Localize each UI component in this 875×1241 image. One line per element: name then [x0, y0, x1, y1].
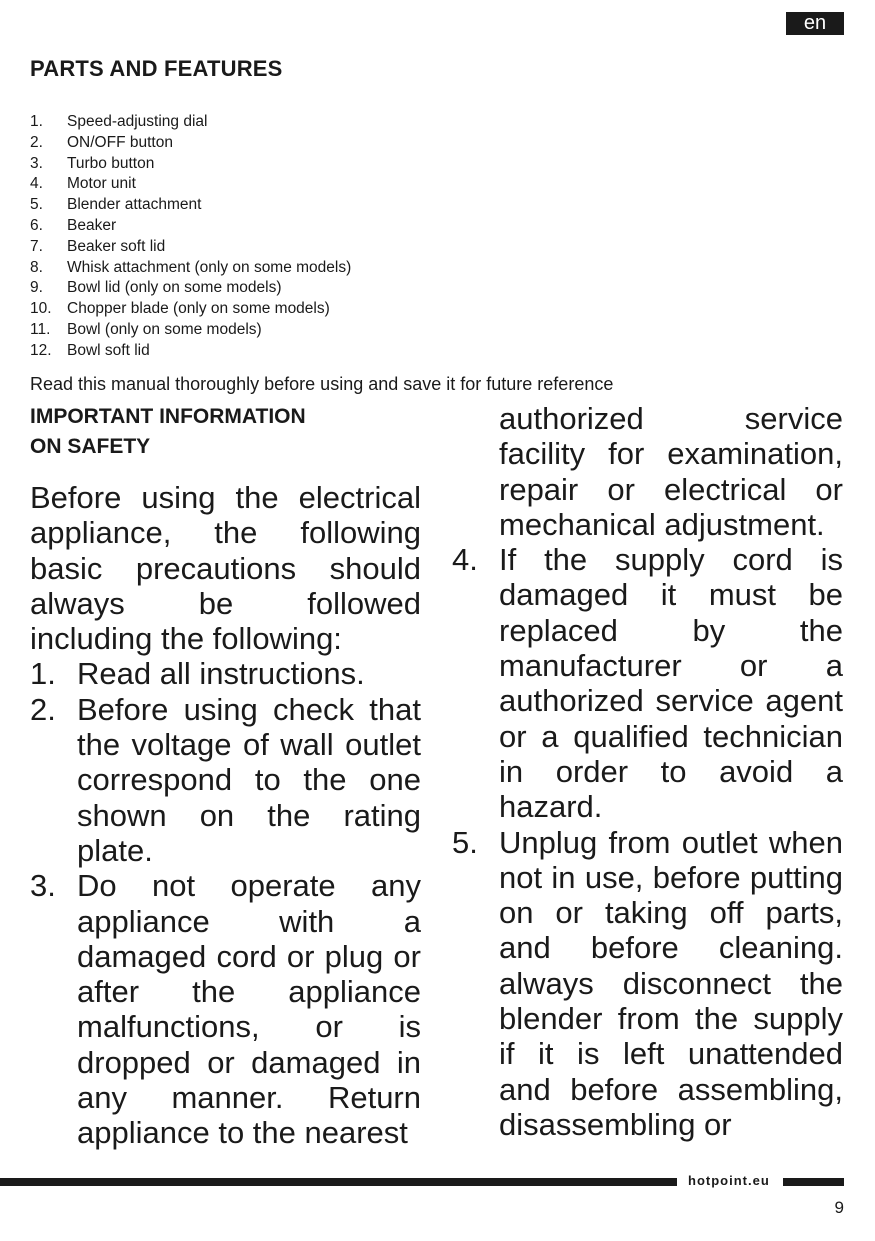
- safety-column-right: [452, 401, 843, 1142]
- page-number: 9: [834, 1198, 844, 1217]
- list-item-label: ON/OFF button: [67, 133, 173, 151]
- list-item-label: Beaker: [67, 216, 117, 234]
- brand-url: hotpoint.eu: [688, 1173, 770, 1188]
- footer-divider-right: [783, 1178, 844, 1186]
- safety-item-number: 2.: [30, 691, 56, 727]
- section-title-parts: PARTS AND FEATURES: [30, 56, 283, 81]
- list-item-label: Speed-adjusting dial: [67, 113, 208, 130]
- language-badge: en: [786, 12, 844, 35]
- list-item: [30, 112, 351, 133]
- safety-title-line-1: IMPORTANT INFORMATION: [30, 405, 306, 428]
- list-item-number: 7.: [30, 237, 43, 255]
- safety-item: [30, 692, 421, 868]
- list-item-label: Chopper blade (only on some models): [67, 300, 330, 318]
- list-item-number: 1.: [30, 113, 43, 130]
- list-item-label: Blender attachment: [67, 196, 202, 214]
- list-item-number: 12.: [30, 341, 52, 359]
- safety-item: [452, 542, 843, 824]
- list-item-number: 6.: [30, 216, 43, 234]
- section-title-safety: [30, 402, 306, 462]
- continuation-indent: [452, 401, 499, 542]
- safety-item: [30, 656, 421, 691]
- safety-item-number: 4.: [452, 542, 478, 578]
- list-item: [30, 195, 351, 216]
- safety-column-left: [30, 480, 421, 1151]
- list-item: [30, 174, 351, 195]
- parts-list: [30, 112, 351, 362]
- list-item: [30, 133, 351, 154]
- safety-item-number: 1.: [30, 656, 56, 692]
- safety-item-text: authorized service facility for examination, repair or electrical or mechanical adjustment.: [499, 401, 843, 542]
- safety-item-text: If the supply cord is damaged it must be replaced by the manufacturer or a authorized service agent or a qualified technician in order to avoid a hazard.: [499, 542, 843, 825]
- list-item-label: Beaker soft lid: [67, 237, 166, 255]
- safety-item-text: Do not operate any appliance with a damaged cord or plug or after the appliance malfunctions, or is dropped or damaged in any manner. Return appliance to the nearest: [77, 868, 421, 1151]
- safety-title-line-2: ON SAFETY: [30, 435, 151, 458]
- list-item: [30, 216, 351, 237]
- manual-note: Read this manual thoroughly before using and save it for future reference: [30, 374, 614, 394]
- list-item-label: Motor unit: [67, 175, 136, 193]
- list-item-number: 9.: [30, 279, 43, 297]
- list-item-label: Turbo button: [67, 154, 155, 172]
- list-item-number: 4.: [30, 175, 43, 193]
- list-item: [30, 237, 351, 258]
- safety-item-text: Before using check that the voltage of wall outlet correspond to the one shown on the rating plate.: [77, 691, 421, 868]
- safety-item-text: Unplug from outlet when not in use, before putting on or taking off parts, and before cleaning. always disconnect the blender from the supply if it is left unattended and before assembling, disassembling or: [499, 824, 843, 1142]
- list-item-number: 2.: [30, 133, 43, 151]
- list-item-number: 8.: [30, 258, 43, 276]
- list-item: [30, 258, 351, 279]
- footer-divider-left: [0, 1178, 677, 1186]
- list-item-number: 5.: [30, 196, 43, 214]
- list-item-number: 10.: [30, 300, 52, 318]
- safety-item: [30, 868, 421, 1150]
- safety-item-number: 5.: [452, 824, 478, 860]
- safety-intro: Before using the electrical appliance, the following basic precautions should always be followed including the following:: [30, 480, 421, 657]
- list-item-label: Bowl soft lid: [67, 341, 150, 359]
- list-item: [30, 341, 351, 362]
- list-item: [30, 320, 351, 341]
- list-item-number: 3.: [30, 154, 43, 172]
- list-item: [30, 299, 351, 320]
- safety-item: [452, 825, 843, 1143]
- list-item: [30, 154, 351, 175]
- list-item-label: Bowl lid (only on some models): [67, 279, 282, 297]
- list-item: [30, 278, 351, 299]
- safety-item-continuation: [452, 401, 843, 542]
- list-item-label: Whisk attachment (only on some models): [67, 258, 352, 276]
- list-item-number: 11.: [30, 320, 51, 338]
- list-item-label: Bowl (only on some models): [67, 320, 262, 338]
- safety-item-number: 3.: [30, 868, 56, 904]
- safety-item-text: Read all instructions.: [77, 656, 365, 692]
